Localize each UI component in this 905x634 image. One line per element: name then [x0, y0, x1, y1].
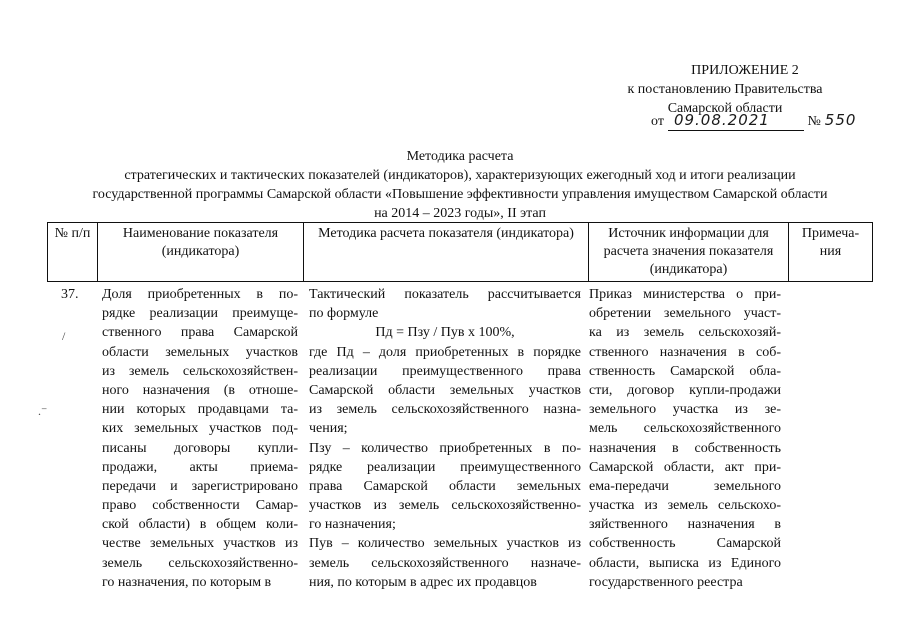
- text-line: из земель сельскохозяйственного назна-: [309, 402, 581, 418]
- date-prefix: от: [651, 114, 664, 129]
- text-line: государственного реестра: [589, 574, 743, 590]
- text-line: Пзу – количество приобретенных в по-: [309, 440, 581, 456]
- text-line: нии которых продавцами та-: [102, 402, 298, 418]
- text-line: мель сельскохозяйственного: [589, 421, 781, 437]
- text-line: ской области) в общем коли-: [102, 517, 298, 533]
- handwritten-date: 09.08.2021: [668, 111, 804, 131]
- document-heading: [40, 147, 880, 223]
- text-line: право собственности Самар-: [102, 498, 298, 514]
- text-line: ния, по которым в адрес их продавцов: [309, 574, 537, 590]
- header-method: Методика расчета показателя (индикатора): [304, 223, 589, 282]
- text-line: передачи и зарегистрировано: [102, 478, 298, 494]
- number-prefix: №: [807, 114, 821, 129]
- text-line: Самарской области земельных участков: [309, 382, 581, 398]
- text-line: участков из земель сельскохозяйственно-: [309, 498, 581, 514]
- text-line: ема-передачи земельного: [589, 478, 781, 494]
- text-line: ственного назначения в соб-: [589, 344, 781, 360]
- appendix-block: [610, 61, 840, 118]
- text-line: области земельных участков: [102, 344, 298, 360]
- header-name: Наименование показателя (индикатора): [98, 223, 304, 282]
- text-line: ственность Самарской обла-: [589, 363, 781, 379]
- text-line: го назначения;: [309, 517, 396, 533]
- heading-line-4: на 2014 – 2023 годы», II этап: [374, 206, 546, 221]
- appendix-line-2: Самарской области: [667, 101, 783, 116]
- heading-line-3: государственной программы Самарской области «Повышение эффективности управления имуществом Самарской области: [92, 187, 828, 202]
- indicator-table-header: [47, 222, 873, 282]
- text-line: обретении земельного участ-: [589, 306, 781, 322]
- text-line: земельного участка из зе-: [589, 402, 781, 418]
- handwritten-number: 550: [824, 111, 857, 129]
- text-line: рядке реализации преимуще-: [102, 306, 298, 322]
- text-line: собственность Самарской: [589, 536, 781, 552]
- text-line: писаны договоры купли-: [102, 440, 298, 456]
- heading-line-2: стратегических и тактических показателей (индикаторов), характеризующих ежегодный ход и итоги реализации: [124, 168, 796, 183]
- text-line: сти, договор купли-продажи: [589, 382, 781, 398]
- margin-pencil-mark: /: [62, 329, 66, 343]
- text-line: земель сельскохозяйственно-: [102, 555, 298, 571]
- text-line: ного назначения (в отноше-: [102, 382, 298, 398]
- row-method: [309, 285, 581, 592]
- text-line: Пув – количество земельных участков из: [309, 536, 581, 552]
- text-line: Доля приобретенных в по-: [102, 287, 298, 302]
- row-source: [589, 285, 781, 592]
- text-line: назначения в собственность: [589, 440, 781, 456]
- text-line: Тактический показатель рассчитывается: [309, 287, 581, 302]
- decree-date-number: [651, 111, 891, 131]
- text-line: земель сельскохозяйственного назначе-: [309, 555, 581, 571]
- text-line: Приказ министерства о при-: [589, 287, 781, 302]
- row-number: 37.: [61, 287, 79, 302]
- text-line: го назначения, по которым в: [102, 574, 272, 590]
- text-line: ственного права Самарской: [102, 325, 298, 341]
- text-line: где Пд – доля приобретенных в порядке: [309, 344, 581, 360]
- text-line: участка из земель сельскохо-: [589, 498, 781, 514]
- text-line: ких земельных участков под-: [102, 421, 298, 437]
- text-line: чения;: [309, 421, 348, 437]
- text-line: Пд = Пзу / Пув х 100%,: [375, 325, 515, 341]
- text-line: по формуле: [309, 306, 379, 322]
- row-indicator-name: [102, 285, 298, 592]
- header-source: Источник информации для расчета значения показателя (индикатора): [589, 223, 789, 282]
- heading-title: Методика расчета: [406, 149, 514, 164]
- text-line: Самарской области, акт при-: [589, 459, 781, 475]
- text-line: продажи, акты приема-: [102, 459, 298, 475]
- text-line: области, выписка из Единого: [589, 555, 781, 571]
- text-line: ка из земель сельскохозяй-: [589, 325, 781, 341]
- appendix-title: ПРИЛОЖЕНИЕ 2: [691, 63, 799, 78]
- margin-pencil-mark: .⁻: [38, 404, 48, 418]
- text-line: из земель сельскохозяйствен-: [102, 363, 298, 379]
- header-number: № п/п: [48, 223, 98, 282]
- header-notes: Примеча-ния: [789, 223, 873, 282]
- text-line: права Самарской области земельных: [309, 478, 581, 494]
- text-line: реализации преимущественного права: [309, 363, 581, 379]
- appendix-line-1: к постановлению Правительства: [627, 82, 823, 97]
- text-line: честве земельных участков из: [102, 536, 298, 552]
- text-line: зяйственного назначения в: [589, 517, 781, 533]
- text-line: рядке реализации преимущественного: [309, 459, 581, 475]
